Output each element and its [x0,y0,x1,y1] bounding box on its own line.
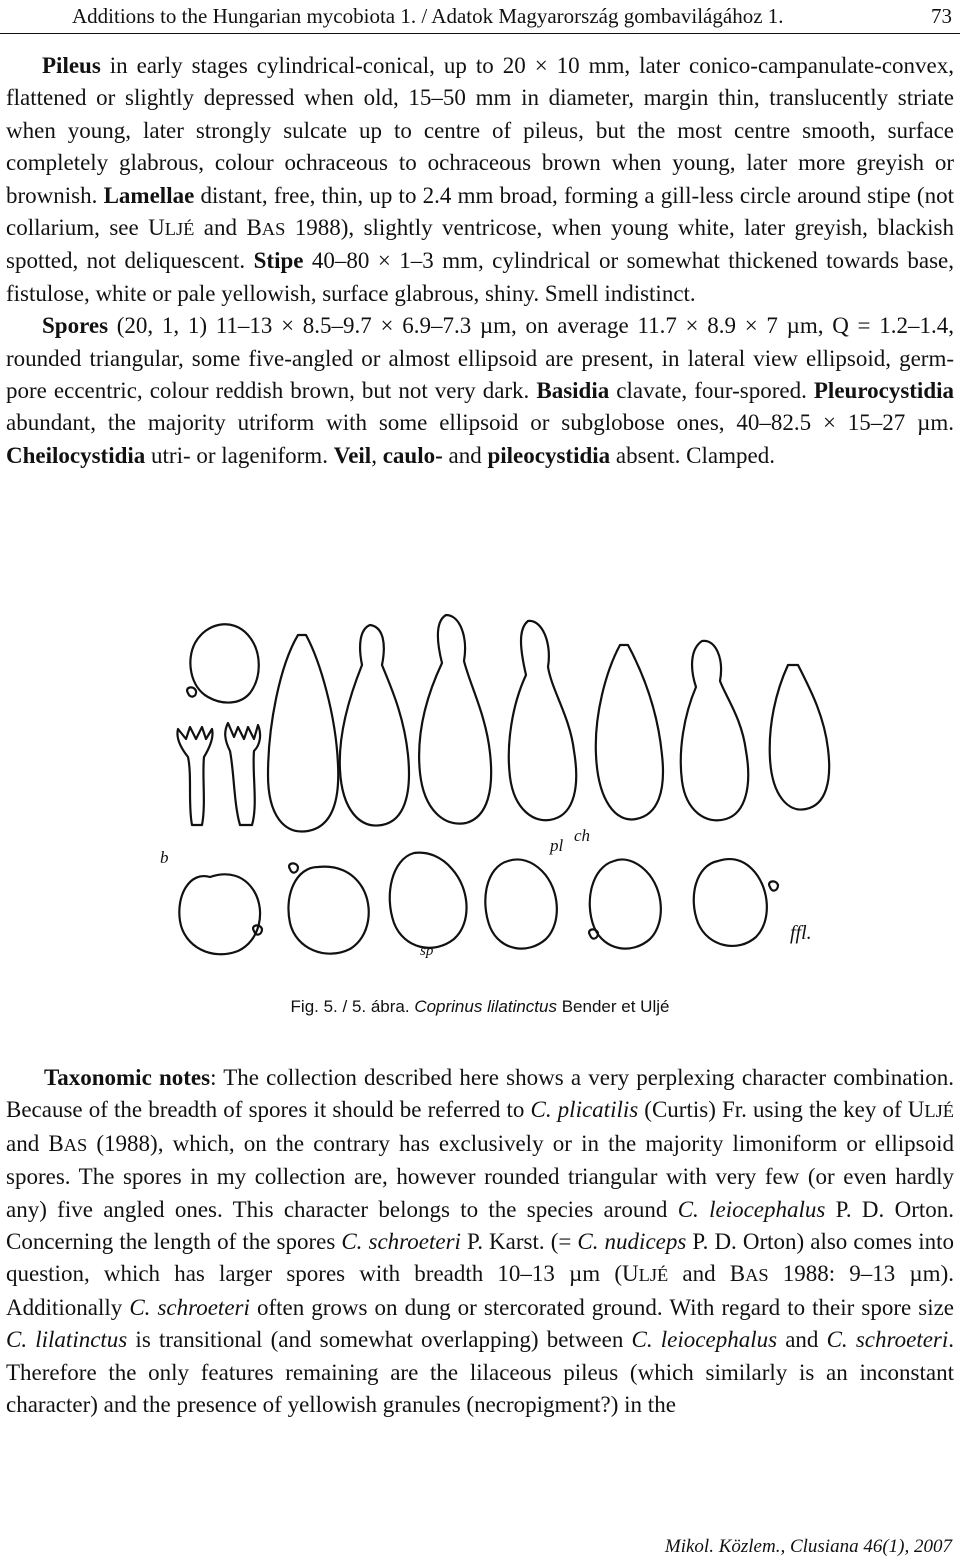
text-run: in early stages cylindrical-conical, up to 20 × 10 mm, later conico-campanulate-convex, flattened or slightly depressed when old, 15–50 mm in diameter, margin thin, translucently striate when young, later strongly sulcate up to centre of pileus, but the most centre smooth, surface completely glabrous, colour ochraceous to ochraceous brown when young, later more greyish or brownish. [6,53,954,208]
taxonomic-notes [6,1062,954,1421]
germ-pore-drawing [289,863,298,872]
cystidium-drawing [419,615,491,824]
figure-caption [0,996,960,1018]
author-name-smallcaps: LJÉ [924,1101,954,1122]
bold-term: Stipe [253,248,304,274]
running-title: Additions to the Hungarian mycobiota 1. / Adatok Magyarország gombavilágához 1. [72,4,784,28]
description-paragraph [6,310,954,472]
species-name: C. schroeteri [129,1294,250,1320]
text-run: : The collection described here shows a very perplexing character combination. Because of the breadth of spores it should be referred to [6,1065,954,1123]
spore-drawing [590,859,661,948]
species-name: C. schroeteri [341,1229,461,1255]
spore-drawing [694,859,767,946]
text-run: clavate, four-spored. [609,378,814,404]
text-run: P. D. Orton) also comes into question, which has larger spores with breadth 10–13 µm (U [6,1229,954,1287]
species-name: C. plicatilis [530,1097,639,1123]
species-name: C. schroeteri [826,1327,949,1353]
species-name: C. leiocephalus [677,1196,826,1222]
page-number: 73 [931,4,952,28]
species-description [6,50,954,472]
author-name-smallcaps: AS [63,1134,88,1155]
text-run: and B [6,1130,64,1156]
bold-term: Lamellae [103,182,195,208]
spores-label: sp [420,943,434,959]
caption-prefix: Fig. 5. / 5. ábra. [290,997,415,1016]
text-run: , [371,442,383,468]
basidia-label: b [160,848,169,867]
text-run: and [442,442,488,468]
text-run: 1988), slightly ventricose, when young white, later greyish, blackish spotted, not deliquescent. [6,215,954,274]
description-paragraph [6,50,954,310]
caption-suffix: Bender et Uljé [557,997,670,1016]
spore-drawing [288,867,368,954]
taxonomic-notes-paragraph [6,1062,954,1421]
author-name-smallcaps: LJÉ [638,1265,669,1286]
bold-term: caulo- [382,442,443,468]
cystidium-drawing [770,665,829,810]
author-name-smallcaps: AS [745,1265,769,1286]
caption-species: Coprinus lilatinctus [414,997,557,1016]
figure-micro-drawings [150,605,840,985]
spore-drawing [190,624,258,702]
text-run: 1988: 9–13 µm). Additionally [6,1261,954,1320]
text-run: often grows on dung or stercorated ground. With regard to their spore size [249,1294,954,1320]
cystidium-drawing [596,645,663,819]
text-run: distant, free, thin, up to 2.4 mm broad, forming a gill-less circle around stipe (not collarium, see [6,182,954,241]
cystidium-drawing [268,635,338,832]
bold-term: Basidia [536,378,610,404]
bold-term: Pileus [42,53,101,78]
text-run: P. D. Orton. Concerning the length of the spores [6,1196,955,1255]
text-run: U [148,215,165,241]
germ-pore-drawing [769,881,778,890]
author-name-smallcaps: AS [261,219,286,240]
spore-drawing [485,859,557,948]
cystidium-drawing [681,641,748,821]
bold-term: Taxonomic notes [44,1065,211,1090]
author-signature: ffl. [790,922,812,944]
bold-term: Cheilocystidia [6,442,146,468]
text-run: 40–80 × 1–3 mm, cylindrical or somewhat thickened towards base, fistulose, white or pale yellowish, surface glabrous, shiny. Smell indistinct. [6,248,954,306]
text-run: (20, 1, 1) 11–13 × 8.5–9.7 × 6.9–7.3 µm, on average 11.7 × 8.9 × 7 µm, Q = 1.2–1.4, rounded triangular, some five-angled or almost ellipsoid are present, in lateral view ellipsoid, germ-pore eccentric, colour reddish brown, but not very dark. [6,313,954,404]
running-head [0,0,960,34]
bold-term: Veil [333,442,372,468]
text-run: utri- or lageniform. [145,442,334,468]
journal-footer: Mikol. Közlem., Clusiana 46(1), 2007 [664,1536,952,1557]
text-run: is transitional (and somewhat overlapping) between [127,1327,632,1353]
line-drawing [150,605,840,985]
species-name: C. nudiceps [577,1229,687,1255]
author-name-smallcaps: LJÉ [164,219,195,240]
germ-pore-drawing [187,687,196,696]
cystidium-drawing [509,621,576,820]
text-run: (1988), which, on the contrary has exclusively or in the majority limoniform or ellipsoid spores. The spores in my collection are, however rounded triangular with very few (or even hardly any) five angled ones. This character belongs to the species around [6,1130,954,1222]
spore-drawing [390,853,467,948]
text-run: P. Karst. (= [460,1229,578,1255]
spore-drawing [179,874,260,954]
cystidium-drawing [340,625,409,826]
text-run: and [777,1327,827,1353]
basidium-drawing [225,723,260,825]
bold-term: Pleurocystidia [813,378,954,404]
basidium-drawing [177,727,212,825]
bold-term: pileocystidia [487,442,611,468]
text-run: abundant, the majority utriform with some ellipsoid or subglobose ones, 40–82.5 × 15–27 µm. [6,410,954,436]
text-run: and B [668,1261,746,1287]
text-run: absent. Clamped. [610,442,775,468]
text-run: (Curtis) Fr. using the key of U [638,1097,925,1123]
cheilocystidia-label: ch [574,826,591,845]
species-name: C. lilatinctus [6,1327,128,1353]
species-name: C. leiocephalus [631,1327,778,1353]
text-run: . Therefore the only features remaining are the lilaceous pileus (which similarly is an inconstant character) and the presence of yellowish granules (necropigment?) in the [6,1327,955,1418]
bold-term: Spores [42,313,109,339]
text-run: and B [194,215,262,241]
pleurocystidia-label: pl [550,836,564,855]
